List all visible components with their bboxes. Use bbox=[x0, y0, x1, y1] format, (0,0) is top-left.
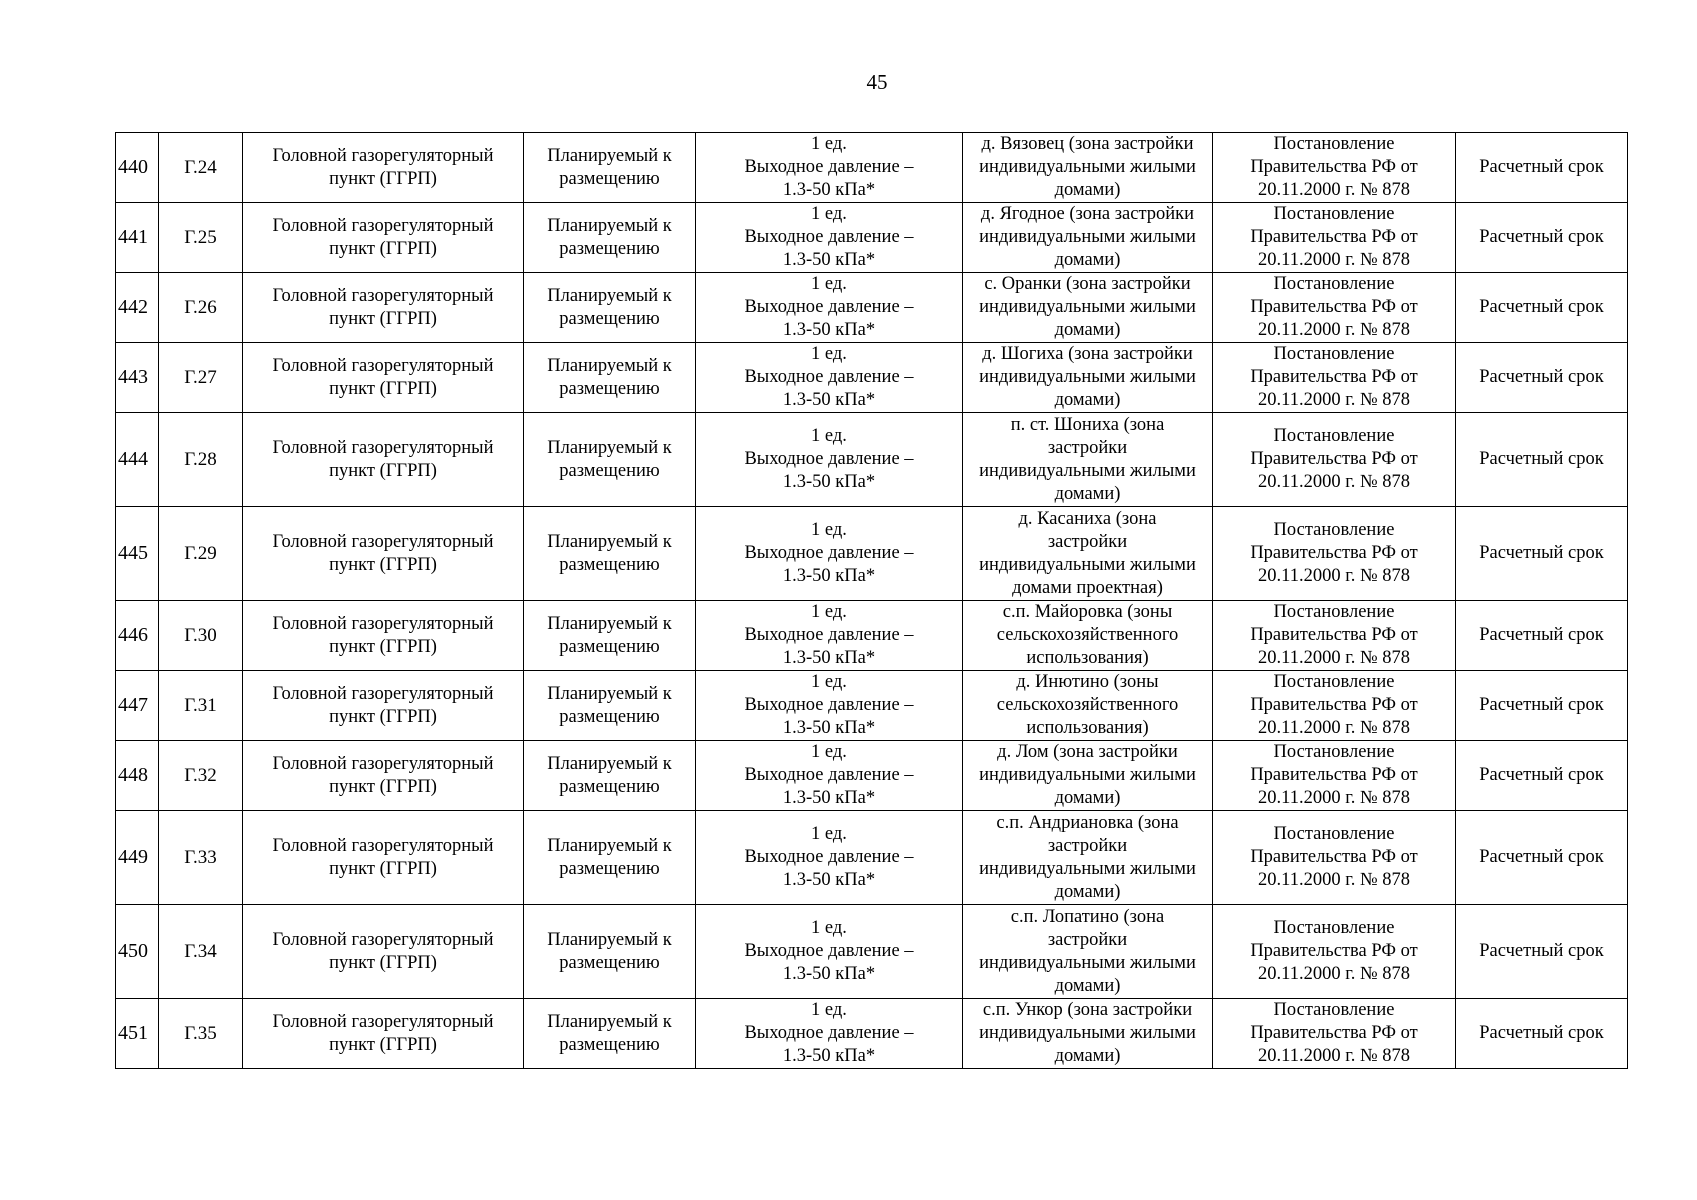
legal-basis-cell bbox=[1213, 343, 1456, 413]
table-row bbox=[116, 905, 1628, 999]
cell-line: Правительства РФ от bbox=[1250, 695, 1418, 715]
object-name-cell bbox=[243, 273, 524, 343]
object-name-cell bbox=[243, 811, 524, 905]
table-row bbox=[116, 133, 1628, 203]
cell-line: Планируемый к bbox=[547, 683, 672, 704]
implementation-term-cell: Расчетный срок bbox=[1456, 741, 1628, 811]
cell-line: Постановление bbox=[1273, 344, 1395, 364]
cell-line: Планируемый к bbox=[547, 145, 672, 166]
cell-line: 1 ед. bbox=[811, 134, 847, 154]
cell-line: индивидуальными жилыми bbox=[979, 227, 1196, 247]
cell-line: Планируемый к bbox=[547, 355, 672, 376]
status-cell bbox=[524, 905, 696, 999]
cell-line: домами) bbox=[1054, 180, 1121, 200]
object-code-cell: Г.34 bbox=[159, 905, 243, 999]
cell-line: Выходное давление – bbox=[744, 367, 914, 387]
object-name-cell bbox=[243, 999, 524, 1069]
cell-line: размещению bbox=[559, 168, 660, 189]
legal-basis-cell bbox=[1213, 507, 1456, 601]
table-body bbox=[116, 133, 1628, 1069]
legal-basis-cell bbox=[1213, 601, 1456, 671]
cell-line: домами) bbox=[1054, 483, 1121, 504]
cell-line: индивидуальными жилыми bbox=[979, 460, 1196, 481]
cell-line: Постановление bbox=[1273, 1000, 1395, 1020]
cell-line: Правительства РФ от bbox=[1250, 1023, 1418, 1043]
status-cell bbox=[524, 999, 696, 1069]
cell-line: Постановление bbox=[1273, 602, 1395, 622]
parameters-cell bbox=[696, 811, 963, 905]
cell-line: 20.11.2000 г. № 878 bbox=[1258, 788, 1410, 808]
cell-line: Постановление bbox=[1273, 204, 1395, 224]
cell-line: Правительства РФ от bbox=[1250, 367, 1418, 387]
cell-line: пункт (ГГРП) bbox=[329, 1034, 437, 1055]
status-cell bbox=[524, 203, 696, 273]
object-name-cell bbox=[243, 343, 524, 413]
cell-line: домами) bbox=[1054, 881, 1121, 902]
cell-line: Постановление bbox=[1273, 742, 1395, 762]
legal-basis-cell bbox=[1213, 413, 1456, 507]
cell-line: д. Шогиха (зона застройки bbox=[982, 344, 1193, 364]
cell-line: 1 ед. bbox=[811, 426, 847, 446]
status-cell bbox=[524, 413, 696, 507]
cell-line: Постановление bbox=[1273, 134, 1395, 154]
cell-line: 1 ед. bbox=[811, 344, 847, 364]
cell-line: Выходное давление – bbox=[744, 157, 914, 177]
object-code-cell: Г.24 bbox=[159, 133, 243, 203]
cell-line: 20.11.2000 г. № 878 bbox=[1258, 1046, 1410, 1066]
implementation-term-cell: Расчетный срок bbox=[1456, 273, 1628, 343]
cell-line: с.п. Лопатино (зона bbox=[1010, 906, 1165, 927]
cell-line: индивидуальными жилыми bbox=[979, 554, 1196, 575]
parameters-cell bbox=[696, 905, 963, 999]
object-code-cell: Г.28 bbox=[159, 413, 243, 507]
cell-line: д. Вязовец (зона застройки bbox=[981, 134, 1194, 154]
cell-line: Головной газорегуляторный bbox=[272, 753, 494, 774]
cell-line: Выходное давление – bbox=[744, 543, 914, 563]
cell-line: 1 ед. bbox=[811, 204, 847, 224]
cell-line: 20.11.2000 г. № 878 bbox=[1258, 472, 1410, 492]
cell-line: с.п. Андриановка (зона bbox=[996, 812, 1179, 833]
cell-line: домами) bbox=[1054, 390, 1121, 410]
location-cell bbox=[963, 507, 1213, 601]
cell-line: Головной газорегуляторный bbox=[272, 929, 494, 950]
cell-line: Головной газорегуляторный bbox=[272, 613, 494, 634]
cell-line: 1.3-50 кПа* bbox=[782, 648, 876, 668]
cell-line: Головной газорегуляторный bbox=[272, 835, 494, 856]
row-number-cell: 451 bbox=[116, 999, 159, 1069]
cell-line: 20.11.2000 г. № 878 bbox=[1258, 566, 1410, 586]
table-row bbox=[116, 343, 1628, 413]
cell-line: размещению bbox=[559, 636, 660, 657]
parameters-cell bbox=[696, 343, 963, 413]
cell-line: пункт (ГГРП) bbox=[329, 378, 437, 399]
parameters-cell bbox=[696, 413, 963, 507]
cell-line: Головной газорегуляторный bbox=[272, 355, 494, 376]
table-row bbox=[116, 413, 1628, 507]
cell-line: размещению bbox=[559, 1034, 660, 1055]
cell-line: индивидуальными жилыми bbox=[979, 1023, 1196, 1043]
cell-line: размещению bbox=[559, 858, 660, 879]
implementation-term-cell: Расчетный срок bbox=[1456, 601, 1628, 671]
parameters-cell bbox=[696, 203, 963, 273]
row-number-cell: 444 bbox=[116, 413, 159, 507]
cell-line: пункт (ГГРП) bbox=[329, 554, 437, 575]
row-number-cell: 443 bbox=[116, 343, 159, 413]
cell-line: домами) bbox=[1054, 250, 1121, 270]
cell-line: пункт (ГГРП) bbox=[329, 636, 437, 657]
cell-line: сельскохозяйственного bbox=[996, 695, 1179, 715]
cell-line: д. Ягодное (зона застройки bbox=[980, 204, 1195, 224]
implementation-term-cell: Расчетный срок bbox=[1456, 413, 1628, 507]
legal-basis-cell bbox=[1213, 203, 1456, 273]
cell-line: Выходное давление – bbox=[744, 1023, 914, 1043]
status-cell bbox=[524, 507, 696, 601]
cell-line: размещению bbox=[559, 952, 660, 973]
cell-line: 1 ед. bbox=[811, 602, 847, 622]
cell-line: Головной газорегуляторный bbox=[272, 531, 494, 552]
cell-line: Правительства РФ от bbox=[1250, 157, 1418, 177]
cell-line: застройки bbox=[1047, 929, 1128, 950]
cell-line: с.п. Ункор (зона застройки bbox=[982, 1000, 1193, 1020]
cell-line: 1.3-50 кПа* bbox=[782, 718, 876, 738]
table-row bbox=[116, 811, 1628, 905]
cell-line: 20.11.2000 г. № 878 bbox=[1258, 648, 1410, 668]
cell-line: Правительства РФ от bbox=[1250, 543, 1418, 563]
cell-line: сельскохозяйственного bbox=[996, 625, 1179, 645]
object-code-cell: Г.32 bbox=[159, 741, 243, 811]
status-cell bbox=[524, 741, 696, 811]
row-number-cell: 442 bbox=[116, 273, 159, 343]
cell-line: пункт (ГГРП) bbox=[329, 952, 437, 973]
cell-line: размещению bbox=[559, 238, 660, 259]
cell-line: Планируемый к bbox=[547, 753, 672, 774]
cell-line: 1 ед. bbox=[811, 520, 847, 540]
cell-line: застройки bbox=[1047, 835, 1128, 856]
cell-line: застройки bbox=[1047, 531, 1128, 552]
cell-line: домами) bbox=[1054, 788, 1121, 808]
cell-line: домами проектная) bbox=[1012, 577, 1163, 598]
object-name-cell bbox=[243, 741, 524, 811]
cell-line: 1.3-50 кПа* bbox=[782, 320, 876, 340]
cell-line: 1 ед. bbox=[811, 672, 847, 692]
cell-line: домами) bbox=[1054, 975, 1121, 996]
cell-line: Выходное давление – bbox=[744, 695, 914, 715]
cell-line: д. Касаниха (зона bbox=[1018, 508, 1157, 529]
cell-line: Головной газорегуляторный bbox=[272, 145, 494, 166]
parameters-cell bbox=[696, 741, 963, 811]
row-number-cell: 447 bbox=[116, 671, 159, 741]
cell-line: использования) bbox=[1026, 648, 1149, 668]
legal-basis-cell bbox=[1213, 999, 1456, 1069]
cell-line: Планируемый к bbox=[547, 437, 672, 458]
object-name-cell bbox=[243, 133, 524, 203]
table-row bbox=[116, 273, 1628, 343]
cell-line: размещению bbox=[559, 706, 660, 727]
cell-line: Выходное давление – bbox=[744, 227, 914, 247]
cell-line: пункт (ГГРП) bbox=[329, 238, 437, 259]
row-number-cell: 445 bbox=[116, 507, 159, 601]
location-cell bbox=[963, 133, 1213, 203]
object-code-cell: Г.30 bbox=[159, 601, 243, 671]
location-cell bbox=[963, 741, 1213, 811]
location-cell bbox=[963, 811, 1213, 905]
cell-line: 1.3-50 кПа* bbox=[782, 870, 876, 890]
cell-line: индивидуальными жилыми bbox=[979, 297, 1196, 317]
cell-line: 1.3-50 кПа* bbox=[782, 250, 876, 270]
implementation-term-cell: Расчетный срок bbox=[1456, 133, 1628, 203]
implementation-term-cell: Расчетный срок bbox=[1456, 999, 1628, 1069]
cell-line: пункт (ГГРП) bbox=[329, 168, 437, 189]
cell-line: Правительства РФ от bbox=[1250, 625, 1418, 645]
location-cell bbox=[963, 203, 1213, 273]
implementation-term-cell: Расчетный срок bbox=[1456, 203, 1628, 273]
cell-line: домами) bbox=[1054, 320, 1121, 340]
cell-line: размещению bbox=[559, 554, 660, 575]
cell-line: Головной газорегуляторный bbox=[272, 215, 494, 236]
cell-line: 1 ед. bbox=[811, 742, 847, 762]
status-cell bbox=[524, 601, 696, 671]
cell-line: Планируемый к bbox=[547, 929, 672, 950]
cell-line: Головной газорегуляторный bbox=[272, 437, 494, 458]
cell-line: пункт (ГГРП) bbox=[329, 858, 437, 879]
status-cell bbox=[524, 273, 696, 343]
cell-line: 1.3-50 кПа* bbox=[782, 788, 876, 808]
object-code-cell: Г.27 bbox=[159, 343, 243, 413]
cell-line: индивидуальными жилыми bbox=[979, 765, 1196, 785]
status-cell bbox=[524, 811, 696, 905]
cell-line: Планируемый к bbox=[547, 613, 672, 634]
location-cell bbox=[963, 671, 1213, 741]
object-code-cell: Г.31 bbox=[159, 671, 243, 741]
implementation-term-cell: Расчетный срок bbox=[1456, 671, 1628, 741]
cell-line: 20.11.2000 г. № 878 bbox=[1258, 250, 1410, 270]
cell-line: Постановление bbox=[1273, 520, 1395, 540]
cell-line: Выходное давление – bbox=[744, 449, 914, 469]
parameters-cell bbox=[696, 601, 963, 671]
row-number-cell: 446 bbox=[116, 601, 159, 671]
cell-line: размещению bbox=[559, 460, 660, 481]
cell-line: пункт (ГГРП) bbox=[329, 706, 437, 727]
object-name-cell bbox=[243, 203, 524, 273]
table-row bbox=[116, 671, 1628, 741]
cell-line: Постановление bbox=[1273, 918, 1395, 938]
object-code-cell: Г.29 bbox=[159, 507, 243, 601]
cell-line: 1.3-50 кПа* bbox=[782, 390, 876, 410]
cell-line: размещению bbox=[559, 378, 660, 399]
cell-line: с. Оранки (зона застройки bbox=[984, 274, 1191, 294]
cell-line: Планируемый к bbox=[547, 531, 672, 552]
cell-line: 1 ед. bbox=[811, 1000, 847, 1020]
gas-facilities-table bbox=[115, 132, 1628, 1069]
object-code-cell: Г.35 bbox=[159, 999, 243, 1069]
cell-line: домами) bbox=[1054, 1046, 1121, 1066]
cell-line: Планируемый к bbox=[547, 835, 672, 856]
cell-line: индивидуальными жилыми bbox=[979, 367, 1196, 387]
cell-line: Выходное давление – bbox=[744, 941, 914, 961]
cell-line: размещению bbox=[559, 308, 660, 329]
location-cell bbox=[963, 905, 1213, 999]
row-number-cell: 449 bbox=[116, 811, 159, 905]
cell-line: пункт (ГГРП) bbox=[329, 776, 437, 797]
cell-line: 1.3-50 кПа* bbox=[782, 964, 876, 984]
object-name-cell bbox=[243, 601, 524, 671]
cell-line: Правительства РФ от bbox=[1250, 941, 1418, 961]
cell-line: Выходное давление – bbox=[744, 847, 914, 867]
object-code-cell: Г.33 bbox=[159, 811, 243, 905]
cell-line: Планируемый к bbox=[547, 285, 672, 306]
location-cell bbox=[963, 343, 1213, 413]
cell-line: 20.11.2000 г. № 878 bbox=[1258, 320, 1410, 340]
location-cell bbox=[963, 273, 1213, 343]
cell-line: Постановление bbox=[1273, 426, 1395, 446]
cell-line: Постановление bbox=[1273, 672, 1395, 692]
location-cell bbox=[963, 601, 1213, 671]
cell-line: д. Лом (зона застройки bbox=[997, 742, 1178, 762]
table-row bbox=[116, 601, 1628, 671]
cell-line: 1 ед. bbox=[811, 274, 847, 294]
cell-line: пункт (ГГРП) bbox=[329, 308, 437, 329]
row-number-cell: 448 bbox=[116, 741, 159, 811]
row-number-cell: 450 bbox=[116, 905, 159, 999]
cell-line: Головной газорегуляторный bbox=[272, 285, 494, 306]
parameters-cell bbox=[696, 273, 963, 343]
cell-line: Выходное давление – bbox=[744, 765, 914, 785]
cell-line: д. Инютино (зоны bbox=[1016, 672, 1159, 692]
cell-line: 20.11.2000 г. № 878 bbox=[1258, 964, 1410, 984]
implementation-term-cell: Расчетный срок bbox=[1456, 905, 1628, 999]
cell-line: 1 ед. bbox=[811, 824, 847, 844]
cell-line: Правительства РФ от bbox=[1250, 227, 1418, 247]
cell-line: с.п. Майоровка (зоны bbox=[1002, 602, 1173, 622]
legal-basis-cell bbox=[1213, 905, 1456, 999]
parameters-cell bbox=[696, 671, 963, 741]
table-row bbox=[116, 999, 1628, 1069]
cell-line: 1 ед. bbox=[811, 918, 847, 938]
parameters-cell bbox=[696, 507, 963, 601]
object-name-cell bbox=[243, 507, 524, 601]
cell-line: индивидуальными жилыми bbox=[979, 858, 1196, 879]
table-row bbox=[116, 203, 1628, 273]
legal-basis-cell bbox=[1213, 741, 1456, 811]
cell-line: Выходное давление – bbox=[744, 297, 914, 317]
cell-line: Выходное давление – bbox=[744, 625, 914, 645]
legal-basis-cell bbox=[1213, 671, 1456, 741]
cell-line: 1.3-50 кПа* bbox=[782, 566, 876, 586]
cell-line: Правительства РФ от bbox=[1250, 847, 1418, 867]
cell-line: 20.11.2000 г. № 878 bbox=[1258, 180, 1410, 200]
cell-line: Головной газорегуляторный bbox=[272, 683, 494, 704]
parameters-cell bbox=[696, 999, 963, 1069]
legal-basis-cell bbox=[1213, 811, 1456, 905]
cell-line: пункт (ГГРП) bbox=[329, 460, 437, 481]
cell-line: Постановление bbox=[1273, 274, 1395, 294]
cell-line: 20.11.2000 г. № 878 bbox=[1258, 870, 1410, 890]
table-row bbox=[116, 507, 1628, 601]
implementation-term-cell: Расчетный срок bbox=[1456, 343, 1628, 413]
cell-line: застройки bbox=[1047, 437, 1128, 458]
parameters-cell bbox=[696, 133, 963, 203]
location-cell bbox=[963, 999, 1213, 1069]
row-number-cell: 440 bbox=[116, 133, 159, 203]
status-cell bbox=[524, 133, 696, 203]
location-cell bbox=[963, 413, 1213, 507]
cell-line: Постановление bbox=[1273, 824, 1395, 844]
cell-line: Правительства РФ от bbox=[1250, 765, 1418, 785]
cell-line: размещению bbox=[559, 776, 660, 797]
cell-line: 1.3-50 кПа* bbox=[782, 180, 876, 200]
object-code-cell: Г.26 bbox=[159, 273, 243, 343]
cell-line: индивидуальными жилыми bbox=[979, 952, 1196, 973]
page-number: 45 bbox=[866, 70, 888, 94]
cell-line: п. ст. Шониха (зона bbox=[1010, 414, 1165, 435]
cell-line: использования) bbox=[1026, 718, 1149, 738]
cell-line: 20.11.2000 г. № 878 bbox=[1258, 390, 1410, 410]
cell-line: Планируемый к bbox=[547, 1011, 672, 1032]
object-name-cell bbox=[243, 671, 524, 741]
object-name-cell bbox=[243, 413, 524, 507]
legal-basis-cell bbox=[1213, 133, 1456, 203]
object-code-cell: Г.25 bbox=[159, 203, 243, 273]
cell-line: 1.3-50 кПа* bbox=[782, 1046, 876, 1066]
legal-basis-cell bbox=[1213, 273, 1456, 343]
cell-line: Планируемый к bbox=[547, 215, 672, 236]
cell-line: 1.3-50 кПа* bbox=[782, 472, 876, 492]
status-cell bbox=[524, 671, 696, 741]
row-number-cell: 441 bbox=[116, 203, 159, 273]
object-name-cell bbox=[243, 905, 524, 999]
table-row bbox=[116, 741, 1628, 811]
cell-line: 20.11.2000 г. № 878 bbox=[1258, 718, 1410, 738]
implementation-term-cell: Расчетный срок bbox=[1456, 811, 1628, 905]
cell-line: Правительства РФ от bbox=[1250, 449, 1418, 469]
status-cell bbox=[524, 343, 696, 413]
cell-line: Головной газорегуляторный bbox=[272, 1011, 494, 1032]
cell-line: индивидуальными жилыми bbox=[979, 157, 1196, 177]
cell-line: Правительства РФ от bbox=[1250, 297, 1418, 317]
implementation-term-cell: Расчетный срок bbox=[1456, 507, 1628, 601]
